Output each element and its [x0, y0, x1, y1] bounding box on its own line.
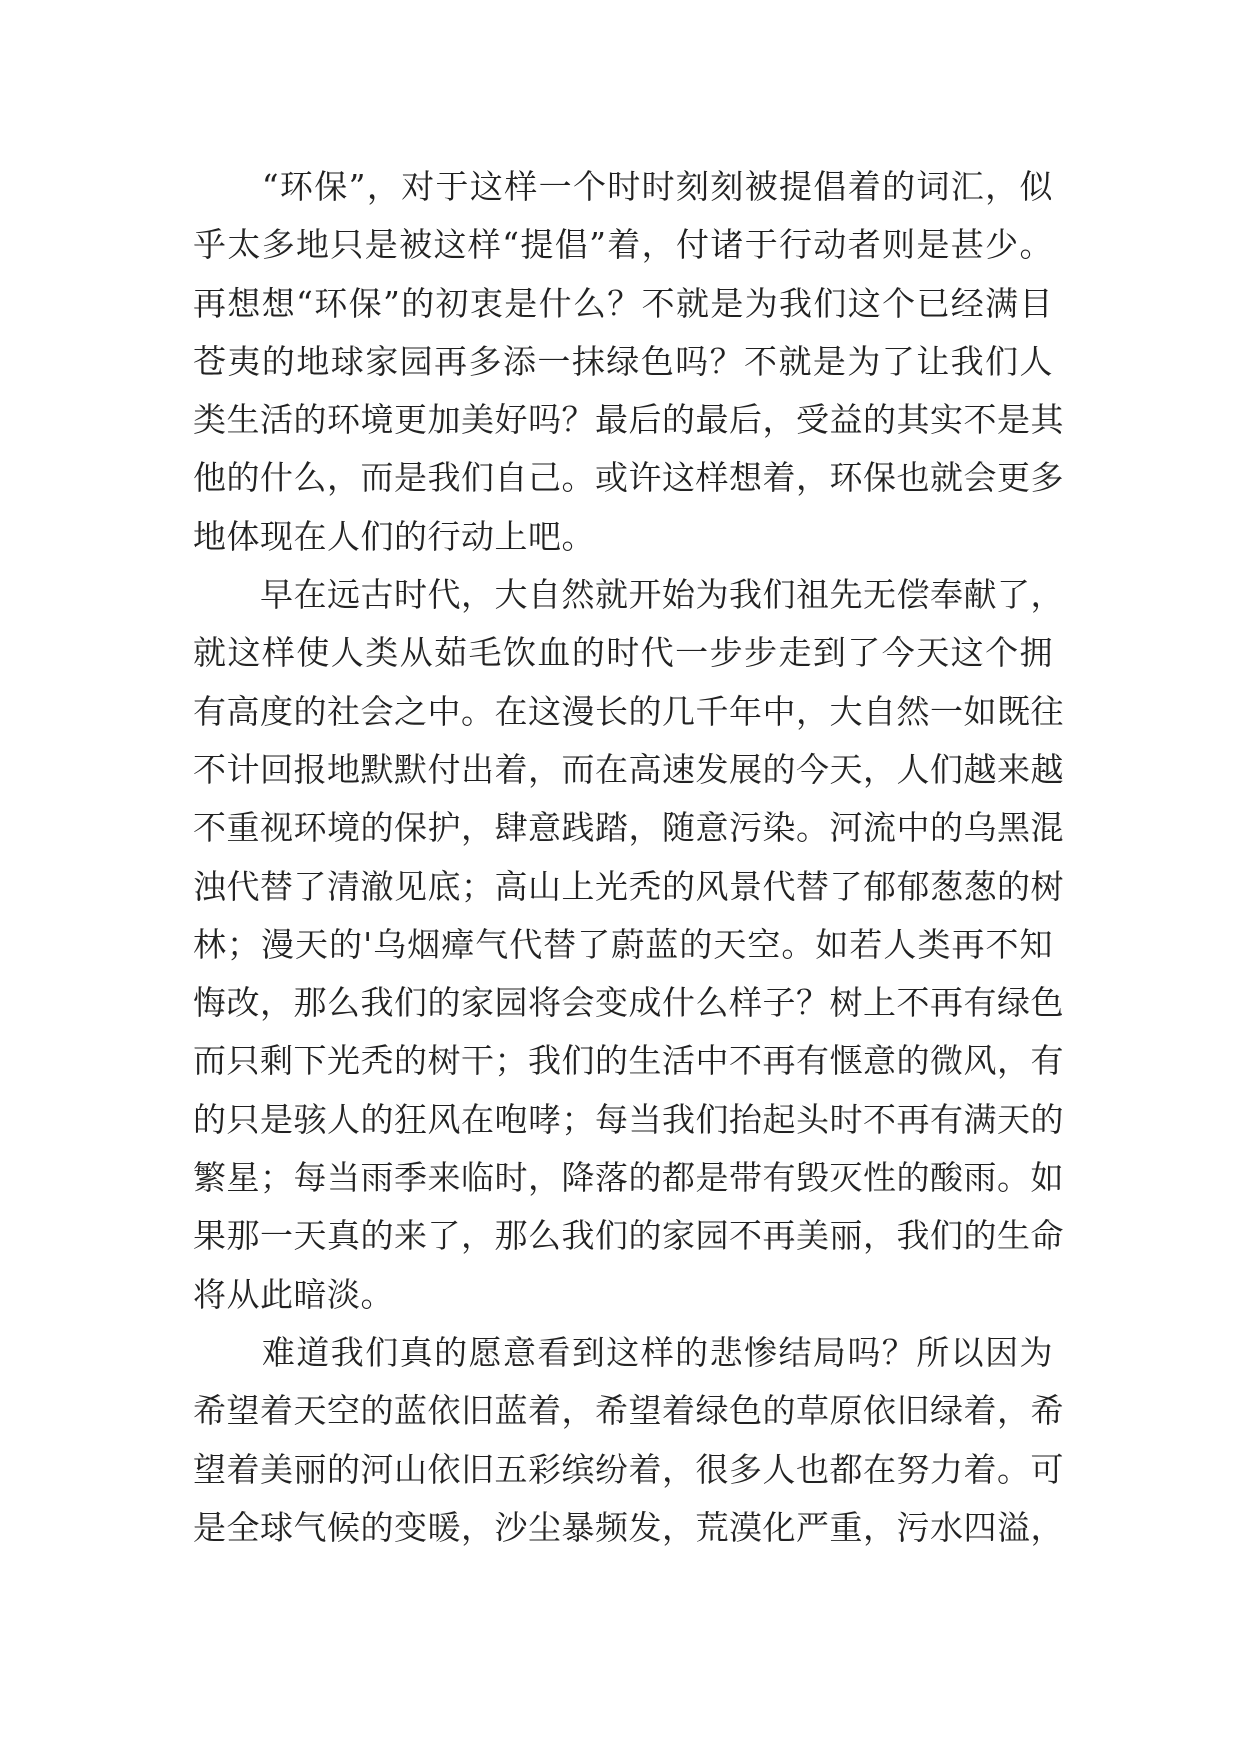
text-line: 繁星；每当雨季来临时，降落的都是带有毁灭性的酸雨。如: [193, 1158, 1064, 1198]
text-line: “环保”，对于这样一个时时刻刻被提倡着的词汇，似: [193, 167, 1053, 206]
text-line: 不计回报地默默付出着，而在高速发展的今天，人们越来越: [193, 749, 1064, 789]
paragraph-environment-intro: [193, 158, 1064, 566]
body-text: [193, 158, 1064, 1557]
paragraph-nature-history: [193, 566, 1064, 1324]
text-line: 乎太多地只是被这样“提倡”着，付诸于行动者则是甚少。: [193, 225, 1053, 265]
text-line: 他的什么，而是我们自己。或许这样想着，环保也就会更多: [193, 458, 1064, 498]
paragraph-tragic-ending: [193, 1324, 1064, 1557]
text-line: 有高度的社会之中。在这漫长的几千年中，大自然一如既往: [193, 691, 1064, 731]
text-line: 悔改，那么我们的家园将会变成什么样子？树上不再有绿色: [193, 983, 1064, 1023]
text-line: 苍夷的地球家园再多添一抹绿色吗？不就是为了让我们人: [193, 341, 1053, 381]
text-line: 不重视环境的保护，肆意践踏，随意污染。河流中的乌黑混: [193, 808, 1064, 848]
text-line: 希望着天空的蓝依旧蓝着，希望着绿色的草原依旧绿着，希: [193, 1391, 1064, 1431]
text-line: 而只剩下光秃的树干；我们的生活中不再有惬意的微风，有: [193, 1041, 1064, 1081]
text-line: 将从此暗淡。: [193, 1274, 394, 1314]
text-line: 类生活的环境更加美好吗？最后的最后，受益的其实不是其: [193, 400, 1064, 440]
text-line: 是全球气候的变暖，沙尘暴频发，荒漠化严重，污水四溢，: [193, 1507, 1064, 1547]
text-line: 望着美丽的河山依旧五彩缤纷着，很多人也都在努力着。可: [193, 1449, 1064, 1489]
text-line: 浊代替了清澈见底；高山上光秃的风景代替了郁郁葱葱的树: [193, 866, 1064, 906]
text-line: 果那一天真的来了，那么我们的家园不再美丽，我们的生命: [193, 1216, 1064, 1256]
text-line: 地体现在人们的行动上吧。: [193, 516, 595, 556]
text-line: 林；漫天的'乌烟瘴气代替了蔚蓝的天空。如若人类再不知: [193, 924, 1053, 964]
text-line: 再想想“环保”的初衷是什么？不就是为我们这个已经满目: [193, 283, 1053, 323]
text-line: 难道我们真的愿意看到这样的悲惨结局吗？所以因为: [193, 1332, 1053, 1372]
text-line: 早在远古时代，大自然就开始为我们祖先无偿奉献了，: [193, 575, 1064, 615]
text-line: 就这样使人类从茹毛饮血的时代一步步走到了今天这个拥: [193, 633, 1053, 673]
text-line: 的只是骇人的狂风在咆哮；每当我们抬起头时不再有满天的: [193, 1099, 1064, 1139]
